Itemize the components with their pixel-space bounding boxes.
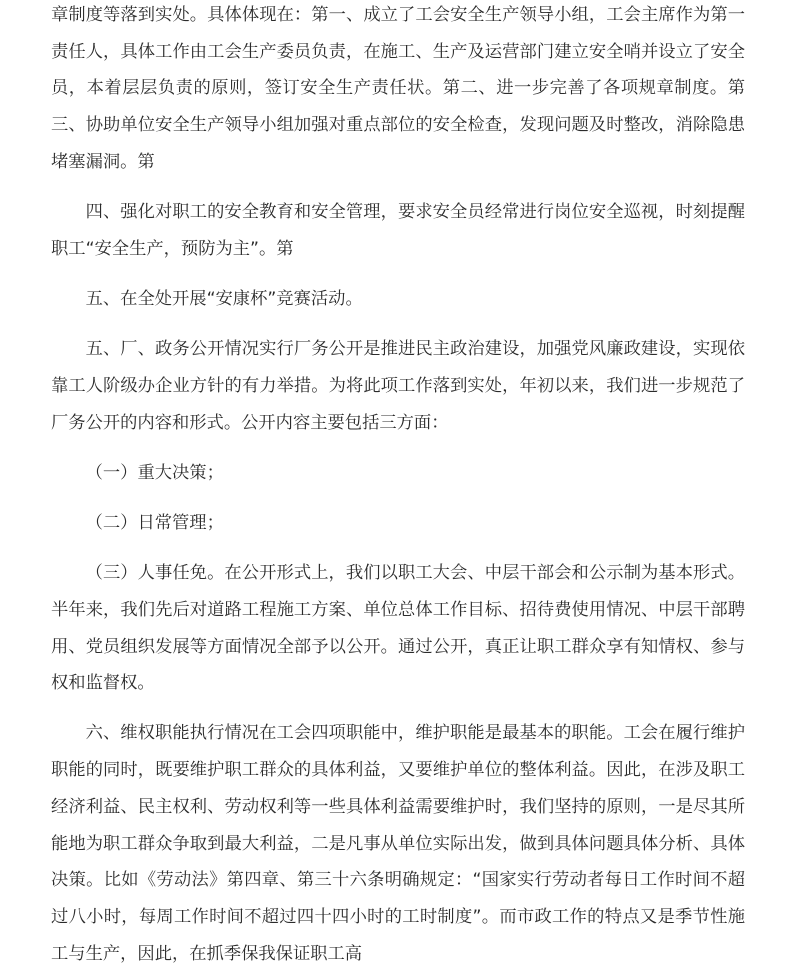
paragraph-ankang-cup: 五、在全处开展“安康杯”竞赛活动。	[85, 288, 363, 309]
paragraph-list-item-personnel: （三）人事任免。在公开形式上，我们以职工大会、中层干部会和公示制为基本形式。半年来，我们先后对道路工程施工方案、单位总体工作目标、招待费使用情况、中层干部聘用、党员组织发展等方面情况全部予以公开。通过公开，真正让职工群众享有知情权、参与权和监督权。	[51, 563, 745, 694]
paragraph-list-item-daily-management: （二）日常管理；	[85, 512, 224, 533]
paragraph-rights-protection: 六、维权职能执行情况在工会四项职能中，维护职能是最基本的职能。工会在履行维护职能的同时，既要维护职工群众的具体利益，又要维护单位的整体利益。因此，在涉及职工经济利益、民主权利、劳动权利等一些具体利益需要维护时，我们坚持的原则，一是尽其所能地为职工群众争取到最大利益，二是凡事从单位实际出发，做到具体问题具体分析、具体决策。比如《劳动法》第四章、第三十六条明确规定：“国家实行劳动者每日工作时间不超过八小时，每周工作时间不超过四十四小时的工时制度”。而市政工作的特点又是季节性施工与生产，因此，在抓季保我保证职工高	[51, 723, 745, 964]
paragraph-safety-measures: 章制度等落到实处。具体体现在：第一、成立了工会安全生产领导小组，工会主席作为第一责任人，具体工作由工会生产委员负责，在施工、生产及运营部门建立安全哨并设立了安全员，本着层层负责的原则，签订安全生产责任状。第二、进一步完善了各项规章制度。第三、协助单位安全生产领导小组加强对重点部位的安全检查，发现问题及时整改，消除隐患堵塞漏洞。第	[51, 5, 745, 172]
document-page	[51, 0, 745, 964]
paragraph-factory-affairs-openness: 五、厂、政务公开情况实行厂务公开是推进民主政治建设，加强党风廉政建设，实现依靠工人阶级办企业方针的有力举措。为将此项工作落到实处，年初以来，我们进一步规范了厂务公开的内容和形式。公开内容主要包括三方面：	[51, 339, 745, 433]
paragraph-safety-education: 四、强化对职工的安全教育和安全管理，要求安全员经常进行岗位安全巡视，时刻提醒职工“安全生产，预防为主”。第	[51, 202, 745, 259]
paragraph-list-item-major-decisions: （一）重大决策；	[85, 462, 224, 483]
